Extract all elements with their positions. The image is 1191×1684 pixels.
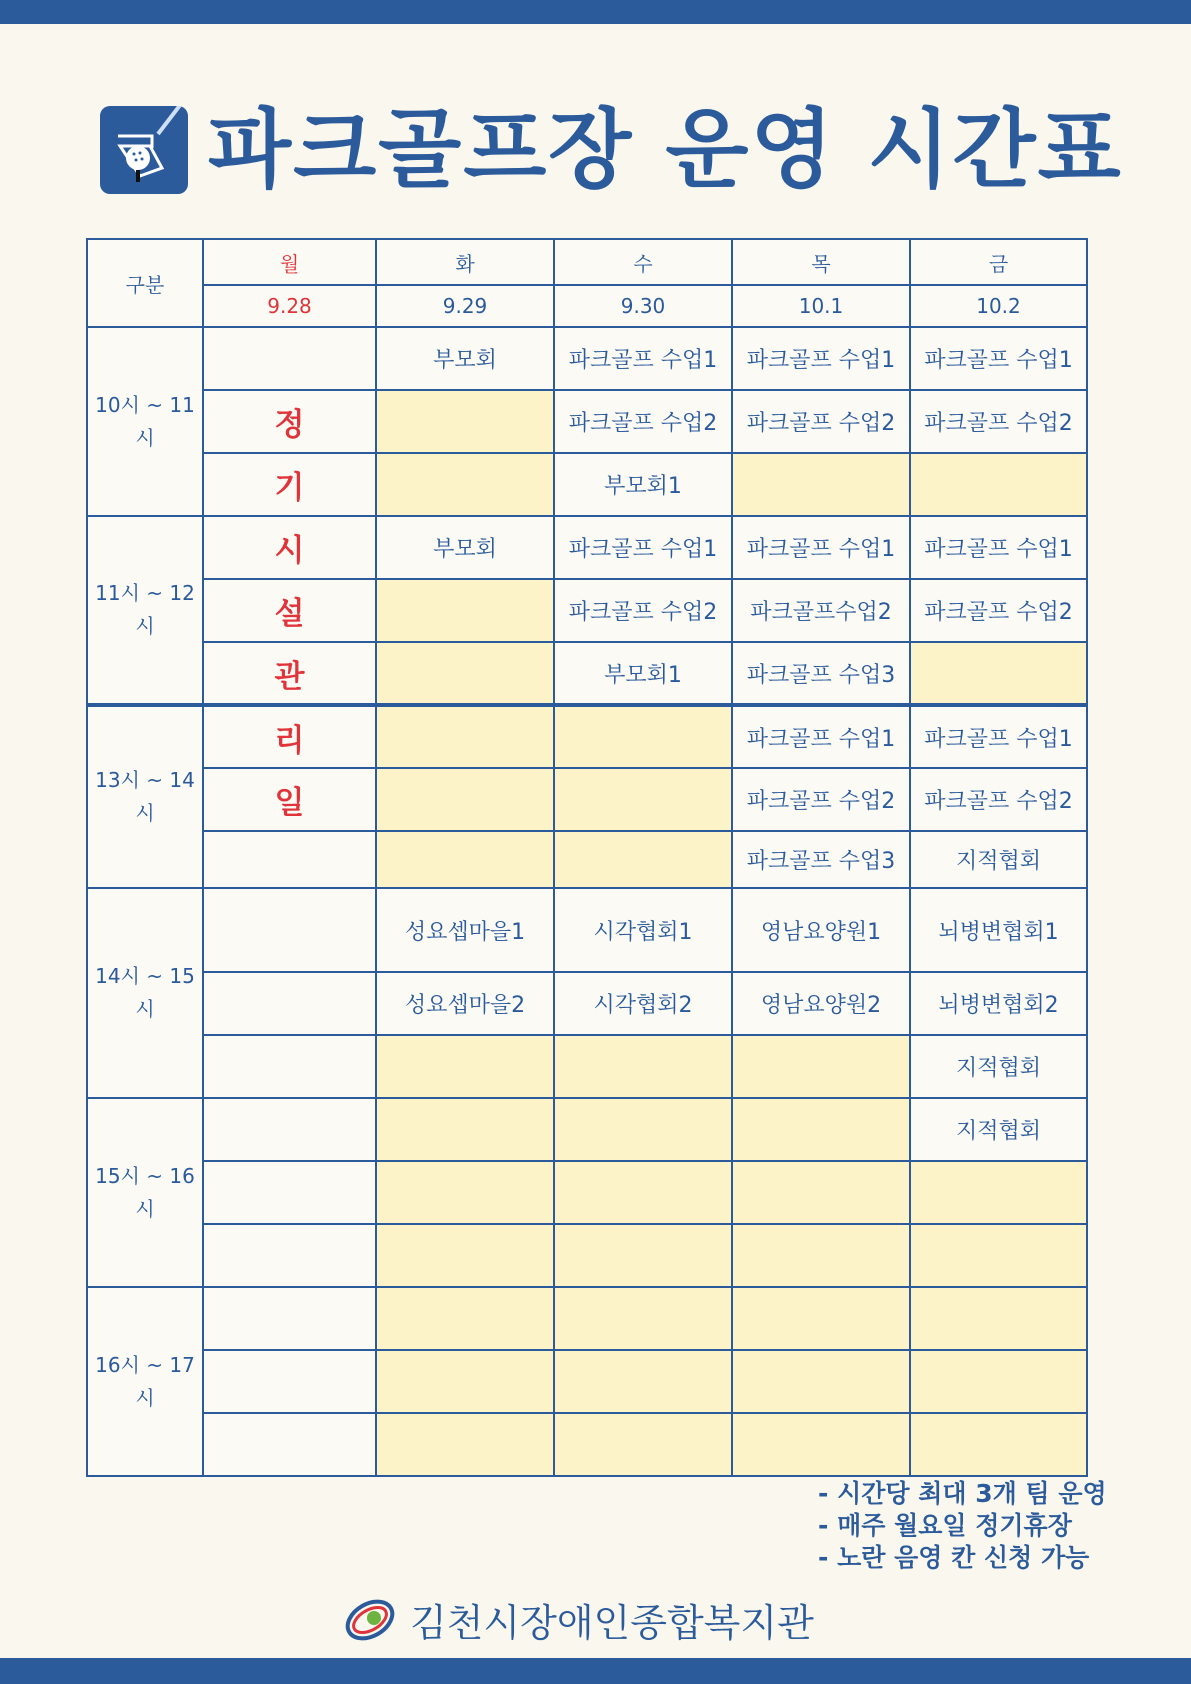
closed-day-char: 리 xyxy=(203,705,376,768)
top-band xyxy=(0,0,1191,24)
closed-day-char: 관 xyxy=(203,642,376,705)
schedule-cell: 파크골프 수업2 xyxy=(910,579,1087,642)
schedule-cell: 영남요양원2 xyxy=(732,972,910,1035)
table-row xyxy=(87,327,1087,390)
schedule-cell xyxy=(376,1413,554,1476)
schedule-cell: 지적협회 xyxy=(910,1035,1087,1098)
schedule-cell: 시각협회1 xyxy=(554,888,732,972)
schedule-cell: 파크골프 수업2 xyxy=(732,390,910,453)
schedule-cell: 파크골프 수업3 xyxy=(732,642,910,705)
date-header: 9.28 xyxy=(203,285,376,327)
schedule-cell: 지적협회 xyxy=(910,1098,1087,1161)
schedule-cell: 파크골프 수업1 xyxy=(732,327,910,390)
schedule-cell xyxy=(554,1413,732,1476)
schedule-cell: 파크골프 수업1 xyxy=(910,516,1087,579)
schedule-cell xyxy=(376,1224,554,1287)
schedule-cell xyxy=(554,1350,732,1413)
day-header: 금 xyxy=(910,239,1087,285)
schedule-cell: 파크골프 수업1 xyxy=(910,705,1087,768)
schedule-cell: 성요셉마을1 xyxy=(376,888,554,972)
time-slot-label: 15시 ~ 16시 xyxy=(87,1098,203,1287)
day-header: 목 xyxy=(732,239,910,285)
time-slot-label: 10시 ~ 11시 xyxy=(87,327,203,516)
table-row xyxy=(87,705,1087,768)
schedule-cell: 파크골프 수업2 xyxy=(554,579,732,642)
notes xyxy=(818,1478,1107,1574)
corner-header: 구분 xyxy=(87,239,203,327)
monday-cell xyxy=(203,327,376,390)
table-row xyxy=(87,390,1087,453)
footer xyxy=(340,1592,814,1647)
schedule-cell xyxy=(910,1413,1087,1476)
schedule-cell: 시각협회2 xyxy=(554,972,732,1035)
date-header: 10.1 xyxy=(732,285,910,327)
schedule-cell xyxy=(910,1161,1087,1224)
schedule-cell xyxy=(376,705,554,768)
schedule-cell: 파크골프수업2 xyxy=(732,579,910,642)
schedule-cell: 부모회 xyxy=(376,327,554,390)
schedule-cell: 부모회 xyxy=(376,516,554,579)
time-slot-label: 11시 ~ 12시 xyxy=(87,516,203,705)
day-header: 월 xyxy=(203,239,376,285)
title-block xyxy=(100,100,1123,200)
table-row xyxy=(87,579,1087,642)
day-header: 화 xyxy=(376,239,554,285)
schedule-cell: 파크골프 수업1 xyxy=(910,327,1087,390)
schedule-cell xyxy=(910,1224,1087,1287)
schedule-cell: 파크골프 수업2 xyxy=(732,768,910,831)
date-header: 10.2 xyxy=(910,285,1087,327)
schedule-cell xyxy=(554,768,732,831)
monday-cell xyxy=(203,1035,376,1098)
schedule-cell xyxy=(376,579,554,642)
day-header: 수 xyxy=(554,239,732,285)
table-row xyxy=(87,1161,1087,1224)
table-row xyxy=(87,516,1087,579)
table-row xyxy=(87,831,1087,888)
schedule-cell xyxy=(732,1161,910,1224)
schedule-cell xyxy=(376,1350,554,1413)
schedule-cell xyxy=(910,642,1087,705)
monday-cell xyxy=(203,1350,376,1413)
note-item: - 시간당 최대 3개 팀 운영 xyxy=(818,1479,1107,1508)
table-row xyxy=(87,453,1087,516)
organization-name: 김천시장애인종합복지관 xyxy=(410,1601,814,1645)
schedule-cell: 파크골프 수업3 xyxy=(732,831,910,888)
schedule-cell: 뇌병변협회1 xyxy=(910,888,1087,972)
schedule-cell xyxy=(732,1098,910,1161)
table-row xyxy=(87,1098,1087,1161)
schedule-cell: 파크골프 수업1 xyxy=(732,516,910,579)
schedule-cell xyxy=(732,1287,910,1350)
table-row xyxy=(87,1413,1087,1476)
time-slot-label: 16시 ~ 17시 xyxy=(87,1287,203,1476)
closed-day-char: 설 xyxy=(203,579,376,642)
schedule-cell: 파크골프 수업1 xyxy=(554,327,732,390)
schedule-cell xyxy=(376,453,554,516)
schedule-cell xyxy=(554,705,732,768)
closed-day-char: 일 xyxy=(203,768,376,831)
time-slot-label: 14시 ~ 15시 xyxy=(87,888,203,1098)
note-item: - 노란 음영 칸 신청 가능 xyxy=(818,1543,1090,1572)
page-title: 파크골프장 운영 시간표 xyxy=(208,100,1123,200)
schedule-cell: 부모회1 xyxy=(554,453,732,516)
schedule-cell: 성요셉마을2 xyxy=(376,972,554,1035)
monday-cell xyxy=(203,972,376,1035)
schedule-cell xyxy=(732,1224,910,1287)
table-row xyxy=(87,1350,1087,1413)
schedule-cell xyxy=(732,1413,910,1476)
schedule-cell xyxy=(910,1350,1087,1413)
table-row xyxy=(87,1287,1087,1350)
schedule-cell xyxy=(376,1161,554,1224)
schedule-cell: 뇌병변협회2 xyxy=(910,972,1087,1035)
schedule-table xyxy=(86,238,1088,1477)
schedule-cell xyxy=(732,453,910,516)
schedule-cell xyxy=(554,1035,732,1098)
schedule-cell: 파크골프 수업2 xyxy=(910,390,1087,453)
monday-cell xyxy=(203,1161,376,1224)
date-header: 9.29 xyxy=(376,285,554,327)
schedule-cell xyxy=(910,453,1087,516)
schedule-cell xyxy=(732,1350,910,1413)
schedule-cell: 파크골프 수업2 xyxy=(554,390,732,453)
schedule-cell xyxy=(554,1098,732,1161)
bottom-band xyxy=(0,1658,1191,1684)
schedule-cell xyxy=(554,1224,732,1287)
table-row xyxy=(87,768,1087,831)
monday-cell xyxy=(203,1098,376,1161)
time-slot-label: 13시 ~ 14시 xyxy=(87,705,203,888)
monday-cell xyxy=(203,888,376,972)
golf-club-icon xyxy=(100,106,188,194)
schedule-cell xyxy=(910,1287,1087,1350)
schedule-cell: 지적협회 xyxy=(910,831,1087,888)
schedule-cell xyxy=(376,1035,554,1098)
schedule-cell xyxy=(732,1035,910,1098)
monday-cell xyxy=(203,1413,376,1476)
schedule-cell xyxy=(376,831,554,888)
closed-day-char: 기 xyxy=(203,453,376,516)
monday-cell xyxy=(203,1224,376,1287)
closed-day-char: 시 xyxy=(203,516,376,579)
table-row xyxy=(87,972,1087,1035)
schedule-cell: 파크골프 수업2 xyxy=(910,768,1087,831)
schedule-cell: 부모회1 xyxy=(554,642,732,705)
schedule-cell xyxy=(376,1098,554,1161)
monday-cell xyxy=(203,1287,376,1350)
schedule-cell xyxy=(554,1161,732,1224)
date-header: 9.30 xyxy=(554,285,732,327)
schedule-cell xyxy=(376,1287,554,1350)
table-row xyxy=(87,888,1087,972)
schedule-cell: 파크골프 수업1 xyxy=(554,516,732,579)
schedule-cell xyxy=(376,642,554,705)
closed-day-char: 정 xyxy=(203,390,376,453)
welfare-center-logo-icon xyxy=(340,1596,400,1644)
monday-cell xyxy=(203,831,376,888)
schedule-cell xyxy=(554,831,732,888)
table-row xyxy=(87,1224,1087,1287)
schedule-cell xyxy=(554,1287,732,1350)
table-row xyxy=(87,1035,1087,1098)
table-row xyxy=(87,642,1087,705)
schedule-cell xyxy=(376,390,554,453)
schedule-cell xyxy=(376,768,554,831)
schedule-cell: 영남요양원1 xyxy=(732,888,910,972)
schedule-cell: 파크골프 수업1 xyxy=(732,705,910,768)
note-item: - 매주 월요일 정기휴장 xyxy=(818,1511,1072,1540)
